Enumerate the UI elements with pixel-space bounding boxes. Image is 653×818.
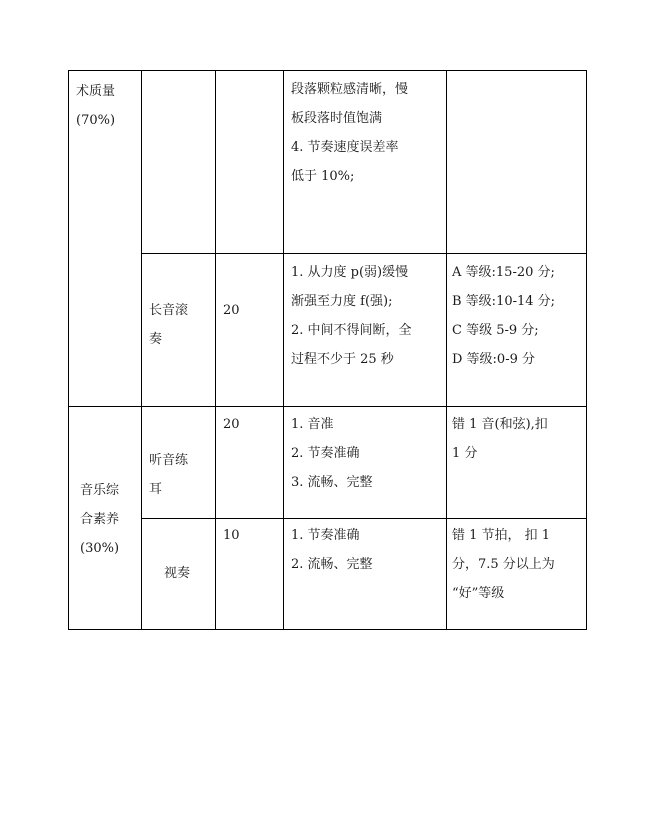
score-value: 20	[223, 303, 240, 318]
grading-line: C 等级 5-9 分;	[452, 323, 539, 338]
grading-line: D 等级:0-9 分	[452, 352, 536, 367]
grading-line: 分，7.5 分以上为	[452, 557, 555, 572]
item-line: 听音练	[149, 453, 189, 468]
column-divider-4	[446, 70, 447, 630]
row3-grading	[452, 410, 548, 468]
item-ear-training	[149, 446, 188, 504]
grading-line: 错 1 音(和弦),扣	[452, 417, 548, 432]
item-line: 耳	[149, 482, 163, 497]
column-divider-1	[141, 70, 142, 630]
category-weight: (70%)	[76, 113, 116, 128]
item-long-note-roll	[149, 296, 188, 354]
row3-score	[223, 410, 240, 439]
row4-criteria	[291, 521, 373, 579]
row1-criteria	[291, 75, 408, 191]
criteria-line: 4. 节奏速度误差率	[291, 140, 399, 155]
table-border-bottom	[68, 629, 587, 630]
criteria-line: 低于 10%;	[291, 169, 355, 184]
item-line: 长音滚	[149, 303, 189, 318]
category-line: 术质量	[76, 84, 116, 99]
row2-grading	[452, 258, 555, 374]
criteria-line: 段落颗粒感清晰，慢	[291, 82, 409, 97]
criteria-line: 2. 中间不得间断，全	[291, 323, 412, 338]
grading-line: B 等级:10-14 分;	[452, 294, 556, 309]
row-divider-1	[141, 253, 587, 254]
column-divider-3	[283, 70, 284, 630]
table-border-left	[68, 70, 69, 630]
column-divider-2	[215, 70, 216, 630]
row3-criteria	[291, 410, 373, 497]
category-line: 音乐综	[80, 483, 120, 498]
grading-line: 1 分	[452, 446, 478, 461]
criteria-line: 渐强至力度 f(强);	[291, 294, 393, 309]
category-weight: (30%)	[80, 541, 120, 556]
category-music-literacy	[80, 476, 119, 563]
criteria-line: 过程不少于 25 秒	[291, 352, 394, 367]
evaluation-table	[68, 70, 587, 630]
category-technical-quality	[76, 77, 115, 135]
criteria-line: 1. 音准	[291, 417, 334, 432]
category-line: 合素养	[80, 512, 120, 527]
row-divider-2	[68, 406, 587, 407]
criteria-line: 1. 从力度 p(弱)缓慢	[291, 265, 409, 280]
grading-line: “好”等级	[452, 586, 505, 601]
score-value: 20	[223, 417, 240, 432]
row4-grading	[452, 521, 555, 608]
item-line: 视奏	[164, 566, 191, 581]
item-sight-reading	[164, 559, 190, 588]
row2-criteria	[291, 258, 412, 374]
row2-score	[223, 296, 240, 325]
grading-line: 错 1 节拍， 扣 1	[452, 528, 551, 543]
criteria-line: 2. 节奏准确	[291, 446, 360, 461]
criteria-line: 3. 流畅、完整	[291, 475, 373, 490]
criteria-line: 1. 节奏准确	[291, 528, 360, 543]
item-line: 奏	[149, 332, 163, 347]
score-value: 10	[223, 528, 240, 543]
criteria-line: 2. 流畅、完整	[291, 557, 373, 572]
table-border-right	[586, 70, 587, 630]
row4-score	[223, 521, 240, 550]
table-border-top	[68, 70, 587, 71]
row-divider-3	[141, 518, 587, 519]
grading-line: A 等级:15-20 分;	[452, 265, 555, 280]
criteria-line: 板段落时值饱满	[291, 111, 383, 126]
